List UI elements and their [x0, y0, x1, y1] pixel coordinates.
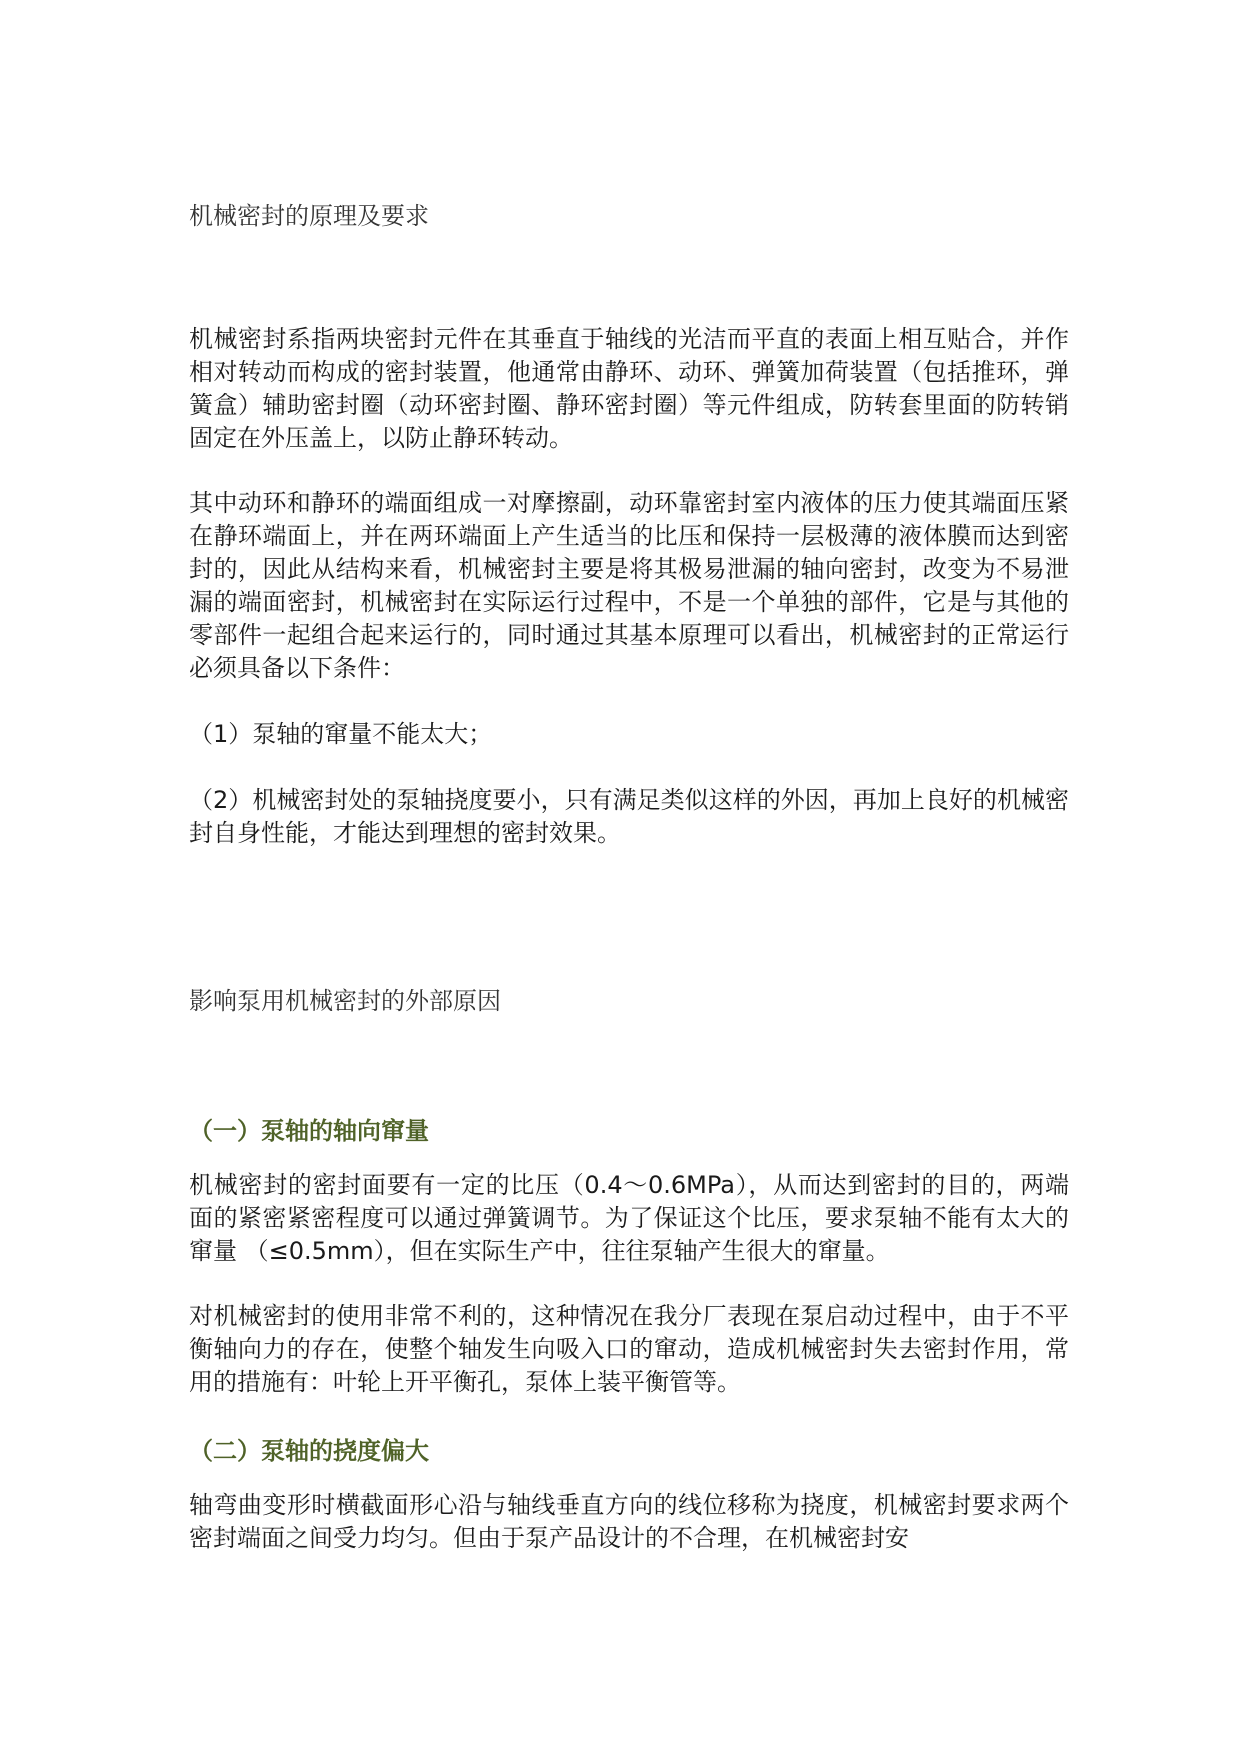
paragraph-principle: 其中动环和静环的端面组成一对摩擦副，动环靠密封室内液体的压力使其端面压紧在静环端面上，并在两环端面上产生适当的比压和保持一层极薄的液体膜而达到密封的，因此从结构来看，机械密封主要是将其极易泄漏的轴向密封，改变为不易泄漏的端面密封，机械密封在实际运行过程中，不是一个单独的部件，它是与其他的零部件一起组合起来运行的，同时通过其基本原理可以看出，机械密封的正常运行必须具备以下条件：: [189, 489, 1069, 682]
paragraph-condition-2: （2）机械密封处的泵轴挠度要小，只有满足类似这样的外因，再加上良好的机械密封自身性能，才能达到理想的密封效果。: [189, 786, 1069, 847]
paragraph-deflection: 轴弯曲变形时横截面形心沿与轴线垂直方向的线位移称为挠度，机械密封要求两个密封端面之间受力均匀。但由于泵产品设计的不合理，在机械密封安: [189, 1491, 1069, 1552]
subsection-heading-axial-movement: （一）泵轴的轴向窜量: [189, 1117, 429, 1145]
paragraph-axial-movement-2: 对机械密封的使用非常不利的，这种情况在我分厂表现在泵启动过程中，由于不平衡轴向力的存在，使整个轴发生向吸入口的窜动，造成机械密封失去密封作用，常用的措施有：叶轮上开平衡孔，泵体上装平衡管等。: [189, 1302, 1069, 1396]
paragraph-intro: 机械密封系指两块密封元件在其垂直于轴线的光洁而平直的表面上相互贴合，并作相对转动而构成的密封装置，他通常由静环、动环、弹簧加荷装置（包括推环，弹簧盒）辅助密封圈（动环密封圈、静环密封圈）等元件组成，防转套里面的防转销固定在外压盖上，以防止静环转动。: [189, 325, 1069, 452]
subsection-heading-deflection: （二）泵轴的挠度偏大: [189, 1437, 429, 1465]
section-title: 影响泵用机械密封的外部原因: [189, 987, 501, 1015]
page-title: 机械密封的原理及要求: [189, 202, 429, 230]
paragraph-condition-1: （1）泵轴的窜量不能太大；: [189, 720, 493, 748]
paragraph-axial-movement-1: 机械密封的密封面要有一定的比压（0.4～0.6MPa），从而达到密封的目的，两端面的紧密紧密程度可以通过弹簧调节。为了保证这个比压，要求泵轴不能有太大的窜量 （≤0.5mm），但在实际生产中，往往泵轴产生很大的窜量。: [189, 1171, 1069, 1265]
